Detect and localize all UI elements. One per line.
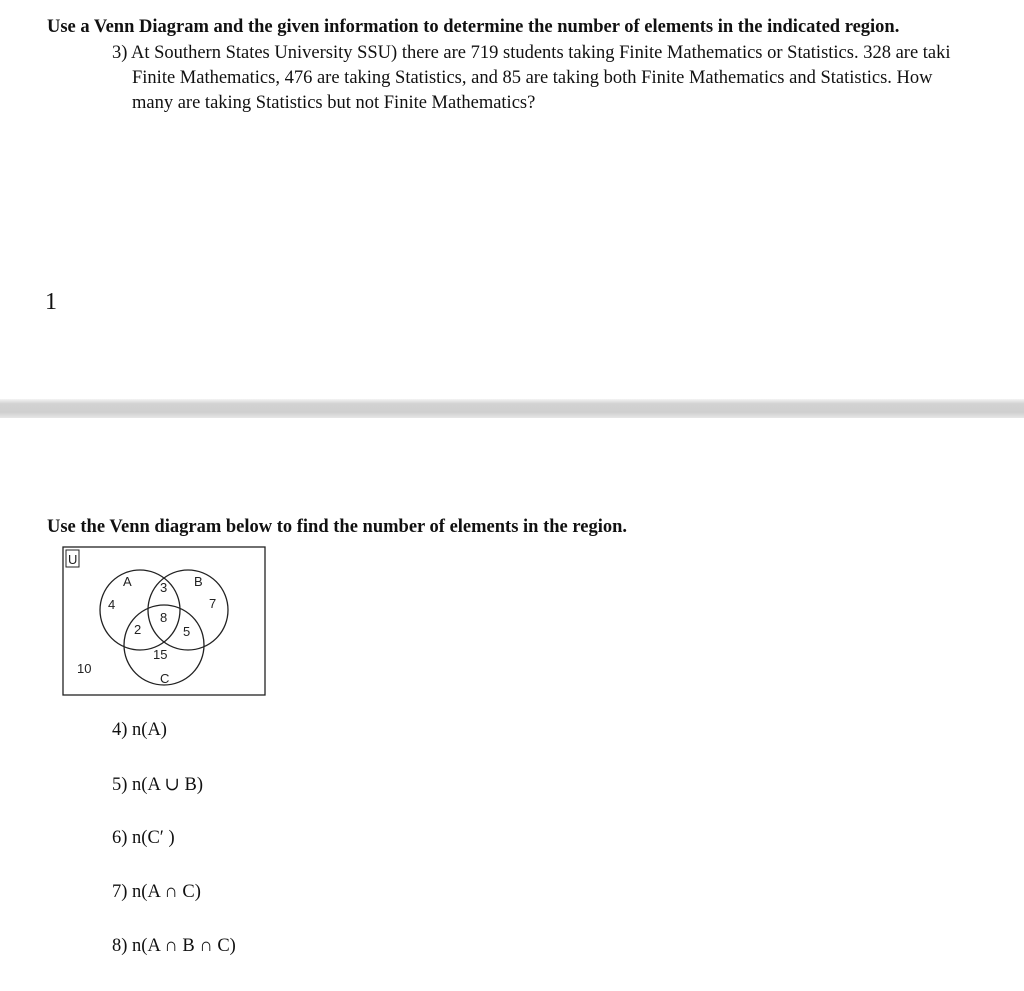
set-c-label: C [160, 671, 170, 686]
universe-label: U [68, 552, 78, 567]
handwritten-answer: 1 [45, 289, 57, 315]
question-8: 8) n(A ∩ B ∩ C) [112, 936, 236, 956]
page-divider [0, 399, 1024, 418]
section2-heading: Use the Venn diagram below to find the number of elements in the region. [47, 517, 628, 537]
problem-3-line-2: Finite Mathematics, 476 are taking Statistics, and 85 are taking both Finite Mathematics and Statistics. How [132, 68, 933, 88]
question-6: 6) n(C′ ) [112, 828, 175, 848]
problem-3-line-1: 3) At Southern States University SSU) there are 719 students taking Finite Mathematics or Statistics. 328 are taki [112, 43, 951, 63]
question-7: 7) n(A ∩ C) [112, 882, 201, 902]
venn-diagram [62, 546, 266, 697]
region-outside: 10 [77, 661, 92, 676]
problem-3 [112, 41, 951, 116]
region-b-and-c: 5 [183, 624, 191, 639]
question-5: 5) n(A ∪ B) [112, 775, 204, 795]
question-4: 4) n(A) [112, 720, 167, 740]
problem-3-line-3: many are taking Statistics but not Finite Mathematics? [132, 93, 536, 113]
region-a-and-c: 2 [134, 622, 142, 637]
region-c-only: 15 [153, 647, 168, 662]
region-a-b-c: 8 [160, 610, 168, 625]
region-a-only: 4 [108, 597, 116, 612]
region-a-and-b: 3 [160, 580, 168, 595]
region-b-only: 7 [209, 596, 217, 611]
set-a-label: A [123, 574, 132, 589]
section1-heading: Use a Venn Diagram and the given information to determine the number of elements in the indicated region. [47, 17, 900, 37]
set-b-label: B [194, 574, 203, 589]
